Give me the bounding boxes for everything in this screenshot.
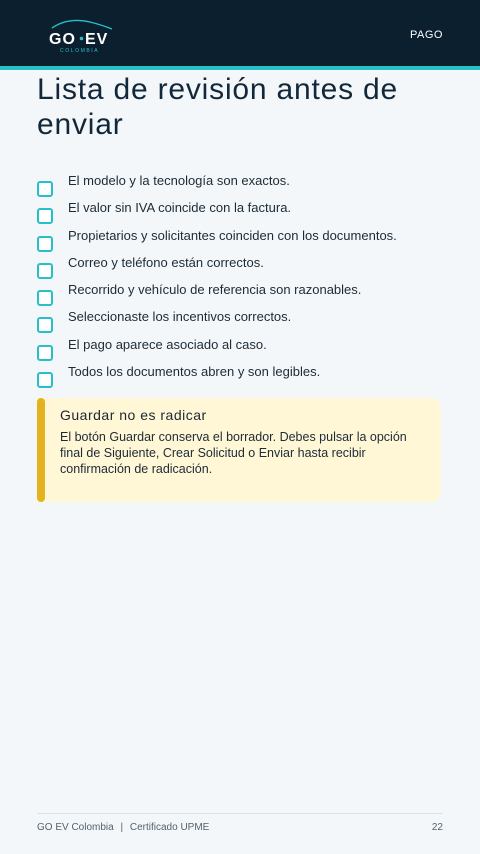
checklist-item-label: El pago aparece asociado al caso. (68, 336, 267, 352)
checkbox[interactable] (37, 263, 53, 279)
checklist-item-label: El valor sin IVA coincide con la factura. (68, 200, 292, 216)
footer-brand-name: GO EV Colombia (37, 822, 114, 833)
warning-callout (37, 398, 441, 502)
checklist-item-label: Todos los documentos abren y son legibles. (68, 364, 321, 380)
logo-colombia: COLOMBIA (60, 48, 100, 54)
checklist-item-label: Correo y teléfono están correctos. (68, 254, 264, 270)
logo-go: GO (49, 31, 76, 48)
top-header (0, 0, 480, 66)
header-accent-stripe (0, 66, 480, 70)
callout-title: Guardar no es radicar (60, 407, 207, 423)
callout-body: El botón Guardar conserva el borrador. Debes pulsar la opción final de Siguiente, Crear Solicitud o Enviar hasta recibir confirmación de radicación. (60, 430, 407, 476)
checklist-item[interactable] (37, 197, 447, 224)
checklist-item[interactable] (37, 252, 447, 279)
page-number: 22 (431, 822, 443, 833)
footer-brand (37, 822, 209, 833)
go-ev-logo (44, 18, 124, 56)
section-label: PAGO (410, 29, 443, 41)
checkbox[interactable] (37, 372, 53, 388)
checklist-item[interactable] (37, 306, 447, 333)
footer-separator: | (120, 822, 124, 833)
callout-accent-bar (37, 398, 45, 502)
checklist-item[interactable] (37, 170, 447, 197)
checkbox[interactable] (37, 317, 53, 333)
checklist-item[interactable] (37, 225, 447, 252)
checklist-item[interactable] (37, 334, 447, 361)
logo-ev: EV (85, 31, 109, 48)
checkbox[interactable] (37, 208, 53, 224)
checkbox[interactable] (37, 181, 53, 197)
checkbox[interactable] (37, 345, 53, 361)
checklist-item-label: Propietarios y solicitantes coinciden con los documentos. (68, 227, 397, 243)
checklist-item-label: El modelo y la tecnología son exactos. (68, 173, 290, 188)
logo-dot (80, 37, 84, 41)
checklist-item-label: Recorrido y vehículo de referencia son razonables. (68, 282, 362, 298)
footer-divider (37, 813, 443, 814)
checklist-item[interactable] (37, 361, 447, 388)
page-title: Lista de revisión antes de enviar (37, 73, 399, 141)
footer-certification: Certificado UPME (129, 822, 210, 833)
checkbox[interactable] (37, 290, 53, 306)
checkbox[interactable] (37, 236, 53, 252)
checklist-item-label: Seleccionaste los incentivos correctos. (68, 309, 292, 325)
checklist-item[interactable] (37, 279, 447, 306)
pre-submit-checklist (37, 170, 447, 388)
